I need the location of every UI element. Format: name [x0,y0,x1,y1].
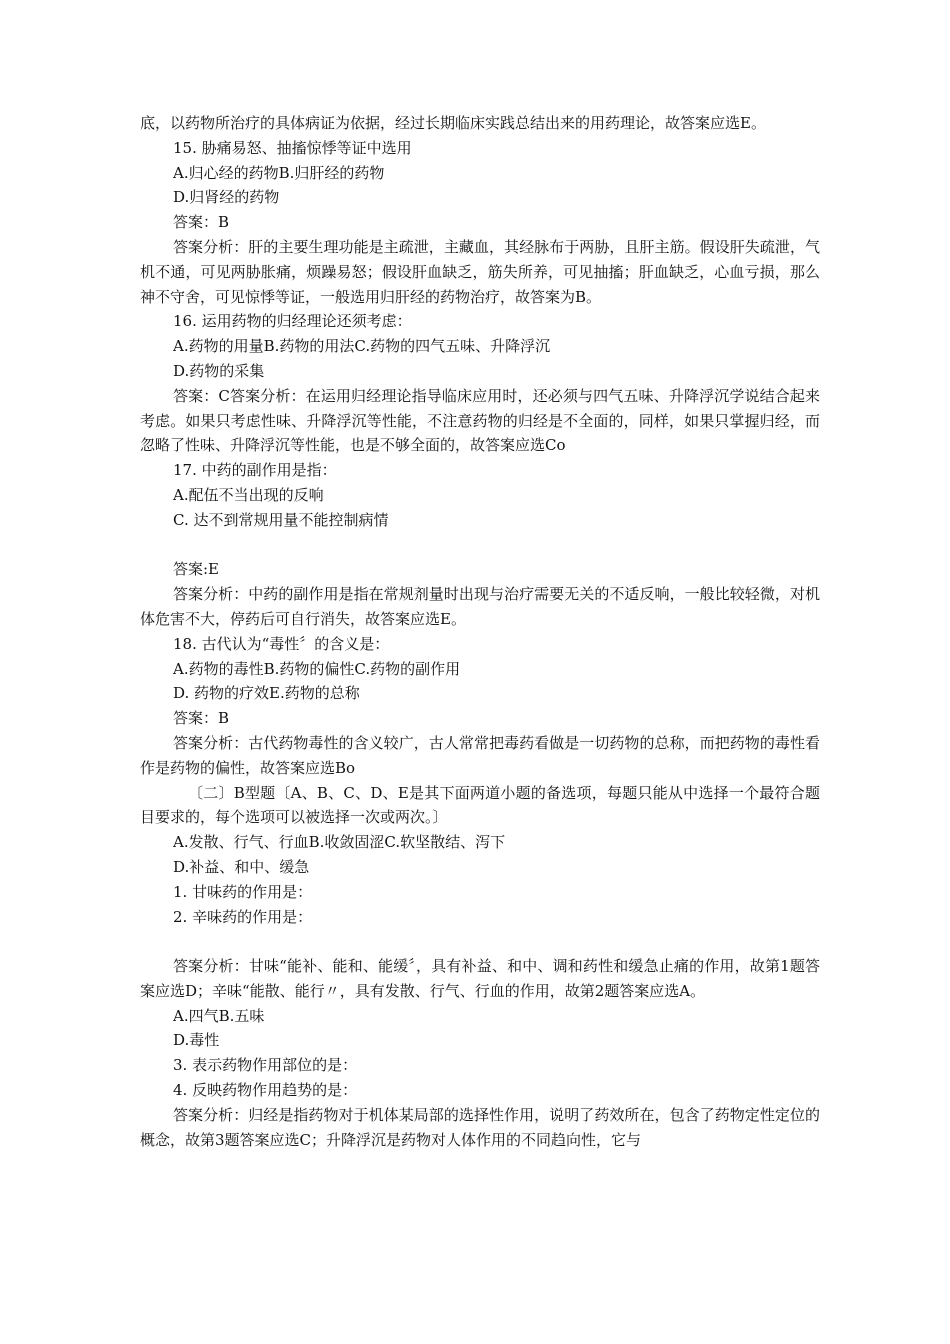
text-line: 答案分析：肝的主要生理功能是主疏泄，主藏血，其经脉布于两胁，且肝主筋。假设肝失疏泄，气机不通，可见两胁胀痛，烦躁易怒；假设肝血缺乏，筋失所养，可见抽搐；肝血缺乏，心血亏损，那么神不守舍，可见惊悸等证，一般选用归肝经的药物治疗，故答案为B。 [140,237,820,306]
text-line: D.归肾经的药物 [173,188,280,207]
text-line: 2. 辛味药的作用是： [173,907,313,926]
blank-line [140,929,820,954]
text-line: A.配伍不当出现的反响 [173,485,324,504]
text-line: D. 药物的疗效E.药物的总称 [173,684,360,703]
document-body [140,111,820,1152]
text-line: 18. 古代认为“毒性〞的含义是： [173,634,390,653]
text-line: 答案分析：归经是指药物对于机体某局部的选择性作用，说明了药效所在，包含了药物定性定位的概念，故第3题答案应选C；升降浮沉是药物对人体作用的不同趋向性，它与 [140,1105,820,1149]
text-line: A.药物的用量B.药物的用法C.药物的四气五味、升降浮沉 [173,337,551,356]
text-line: D.毒性 [173,1031,220,1050]
text-line: 答案：B [173,709,230,728]
text-line: 3. 表示药物作用部位的是： [173,1056,358,1075]
blank-line [140,533,820,558]
text-line: A.发散、行气、行血B.收敛固涩C.软坚散结、泻下 [173,833,506,852]
text-line: 〔二〕B型题〔A、B、C、D、E是其下面两道小题的备选项，每题只能从中选择一个最符合题目要求的，每个选项可以被选择一次或两次。〕 [140,783,820,827]
text-line: 15. 胁痛易怒、抽搐惊悸等证中选用 [173,138,412,157]
text-line: D.补益、和中、缓急 [173,857,310,876]
text-line: 答案:E [173,560,220,579]
text-line: 底，以药物所治疗的具体病证为依据，经过长期临床实践总结出来的用药理论，故答案应选E。 [140,114,766,132]
text-line: D.药物的采集 [173,361,265,380]
text-line: 1. 甘味药的作用是： [173,882,313,901]
text-line: 4. 反映药物作用趋势的是： [173,1081,358,1100]
text-line: 17. 中药的副作用是指： [173,461,337,480]
text-line: A.四气B.五味 [173,1006,265,1025]
text-line: 答案分析：古代药物毒性的含义较广，古人常常把毒药看做是一切药物的总称，而把药物的毒性看作是药物的偏性，故答案应选Bo [140,733,820,777]
text-line: 16. 运用药物的归经理论还须考虑： [173,312,412,331]
text-line: 答案分析：甘味“能补、能和、能缓〞，具有补益、和中、调和药性和缓急止痛的作用，故第1题答案应选D；辛味“能散、能行〃，具有发散、行气、行血的作用，故第2题答案应选A。 [140,957,820,1000]
text-line: 答案：C答案分析：在运用归经理论指导临床应用时，还必须与四气五味、升降浮沉学说结合起来考虑。如果只考虑性味、升降浮沉等性能，不注意药物的归经是不全面的，同样，如果只掌握归经，而忽略了性味、升降浮沉等性能，也是不够全面的，故答案应选Co [140,386,820,455]
text-line: A.归心经的药物B.归肝经的药物 [173,163,385,182]
text-line: 答案：B [173,213,230,232]
text-line: 答案分析：中药的副作用是指在常规剂量时出现与治疗需要无关的不适反响，一般比较轻微，对机体危害不大，停药后可自行消失，故答案应选E。 [140,585,820,628]
text-line: C. 达不到常规用量不能控制病情 [173,510,389,529]
text-line: A.药物的毒性B.药物的偏性C.药物的副作用 [173,659,461,678]
